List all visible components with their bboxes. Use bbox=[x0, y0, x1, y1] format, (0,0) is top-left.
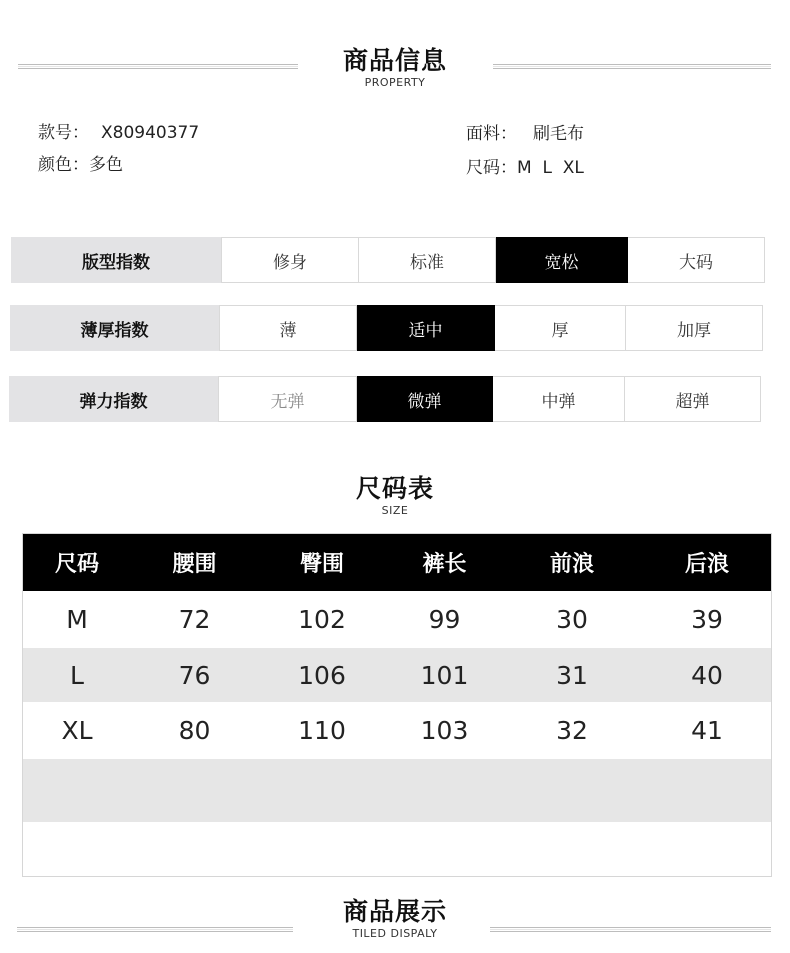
table-header-row bbox=[22, 533, 772, 591]
table-cell: 80 bbox=[132, 702, 257, 759]
table-cell: 102 bbox=[257, 591, 387, 648]
size-info bbox=[466, 153, 584, 178]
table-cell: 41 bbox=[642, 702, 772, 759]
size-header bbox=[0, 474, 790, 517]
style-number-value: X80940377 bbox=[101, 123, 200, 143]
table-cell bbox=[132, 759, 257, 822]
fabric-label: 面料： bbox=[466, 124, 517, 144]
table-header: 臀围 bbox=[257, 533, 387, 591]
index-option: 加厚 bbox=[626, 305, 763, 351]
table-cell bbox=[387, 822, 502, 877]
table-cell bbox=[257, 822, 387, 877]
table-header: 裤长 bbox=[387, 533, 502, 591]
table-header: 后浪 bbox=[642, 533, 772, 591]
property-header bbox=[0, 46, 790, 89]
index-option: 大码 bbox=[628, 237, 765, 283]
fabric bbox=[466, 119, 584, 144]
index-option: 修身 bbox=[221, 237, 359, 283]
table-cell bbox=[642, 759, 772, 822]
size-value: M L XL bbox=[517, 158, 584, 178]
index-option: 标准 bbox=[359, 237, 496, 283]
index-label: 薄厚指数 bbox=[10, 305, 219, 351]
table-cell bbox=[387, 759, 502, 822]
size-label: 尺码： bbox=[466, 158, 517, 178]
table-cell bbox=[502, 822, 642, 877]
table-cell bbox=[22, 759, 132, 822]
table-cell: 99 bbox=[387, 591, 502, 648]
table-cell: 106 bbox=[257, 648, 387, 702]
index-option: 中弹 bbox=[493, 376, 625, 422]
table-cell: 76 bbox=[132, 648, 257, 702]
index-option-selected: 微弹 bbox=[357, 376, 493, 422]
display-subtitle: TILED DISPALY bbox=[352, 927, 438, 940]
table-cell: 110 bbox=[257, 702, 387, 759]
color-label: 颜色： bbox=[38, 155, 89, 175]
table-row bbox=[22, 759, 772, 822]
table-row bbox=[22, 648, 772, 702]
table-cell: 32 bbox=[502, 702, 642, 759]
table-cell bbox=[502, 759, 642, 822]
table-cell: 30 bbox=[502, 591, 642, 648]
index-option: 薄 bbox=[219, 305, 357, 351]
style-number-label: 款号： bbox=[38, 123, 89, 143]
index-option: 超弹 bbox=[625, 376, 761, 422]
table-cell: M bbox=[22, 591, 132, 648]
table-header: 前浪 bbox=[502, 533, 642, 591]
table-row bbox=[22, 702, 772, 759]
index-label: 弹力指数 bbox=[9, 376, 218, 422]
table-cell bbox=[642, 822, 772, 877]
table-row bbox=[22, 822, 772, 877]
table-cell: 39 bbox=[642, 591, 772, 648]
index-row-elasticity bbox=[9, 376, 761, 422]
table-row bbox=[22, 591, 772, 648]
table-cell: 31 bbox=[502, 648, 642, 702]
property-subtitle: PROPERTY bbox=[364, 76, 426, 89]
table-cell: 72 bbox=[132, 591, 257, 648]
color bbox=[38, 150, 123, 175]
table-cell: 103 bbox=[387, 702, 502, 759]
table-cell bbox=[257, 759, 387, 822]
index-option: 厚 bbox=[495, 305, 626, 351]
fabric-value: 刷毛布 bbox=[533, 124, 584, 144]
table-cell: 40 bbox=[642, 648, 772, 702]
size-table bbox=[22, 533, 772, 877]
size-title: 尺码表 bbox=[355, 474, 434, 503]
index-option: 无弹 bbox=[218, 376, 357, 422]
index-option-selected: 宽松 bbox=[496, 237, 628, 283]
index-option-selected: 适中 bbox=[357, 305, 495, 351]
table-cell: L bbox=[22, 648, 132, 702]
table-cell bbox=[22, 822, 132, 877]
table-cell: 101 bbox=[387, 648, 502, 702]
display-header bbox=[0, 897, 790, 940]
table-cell: XL bbox=[22, 702, 132, 759]
property-title: 商品信息 bbox=[342, 46, 447, 75]
index-label: 版型指数 bbox=[11, 237, 221, 283]
size-subtitle: SIZE bbox=[381, 504, 409, 517]
style-number bbox=[38, 118, 199, 143]
display-title: 商品展示 bbox=[342, 897, 447, 926]
table-header: 腰围 bbox=[132, 533, 257, 591]
table-header: 尺码 bbox=[22, 533, 132, 591]
color-value: 多色 bbox=[89, 155, 123, 175]
table-cell bbox=[132, 822, 257, 877]
index-row-thickness bbox=[10, 305, 763, 351]
index-row-fit bbox=[11, 237, 765, 283]
